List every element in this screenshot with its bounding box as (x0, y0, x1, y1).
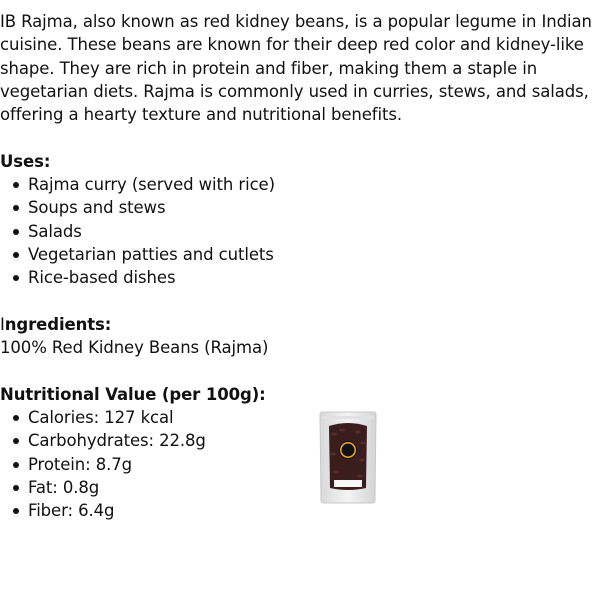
list-item: Rice-based dishes (0, 266, 596, 289)
spacer (0, 290, 596, 313)
ingredients-heading-initial: I (0, 314, 5, 334)
ingredients-heading (0, 313, 596, 336)
list-item: Fiber: 6.4g (0, 499, 596, 522)
uses-list (0, 173, 596, 289)
list-item: Calories: 127 kcal (0, 406, 596, 429)
spacer (0, 126, 596, 149)
nutrition-list (0, 406, 596, 522)
list-item: Salads (0, 220, 596, 243)
brand-logo-circle (339, 441, 357, 459)
nutrition-heading: Nutritional Value (per 100g): (0, 384, 266, 404)
pouch-zip (322, 416, 374, 419)
list-item: Fat: 0.8g (0, 476, 596, 499)
ingredients-heading-rest: ngredients: (4, 314, 112, 334)
spacer (0, 359, 596, 382)
pouch-graphic (318, 410, 378, 505)
list-item: Vegetarian patties and cutlets (0, 243, 596, 266)
uses-heading: Uses: (0, 151, 51, 171)
product-description (0, 10, 596, 523)
product-label (334, 480, 362, 487)
list-item: Rajma curry (served with rice) (0, 173, 596, 196)
list-item: Protein: 8.7g (0, 453, 596, 476)
list-item: Soups and stews (0, 196, 596, 219)
product-pouch-image (318, 410, 378, 505)
ingredients-text: 100% Red Kidney Beans (Rajma) (0, 338, 269, 358)
intro-paragraph: IB Rajma, also known as red kidney beans, is a popular legume in Indian cuisine. These beans are known for their deep red color and kidney-like shape. They are rich in protein and fiber, making them a staple in vegetarian diets. Rajma is commonly used in curries, stews, and salads, offering a hearty texture and nutritional benefits. (0, 12, 592, 125)
list-item: Carbohydrates: 22.8g (0, 429, 596, 452)
